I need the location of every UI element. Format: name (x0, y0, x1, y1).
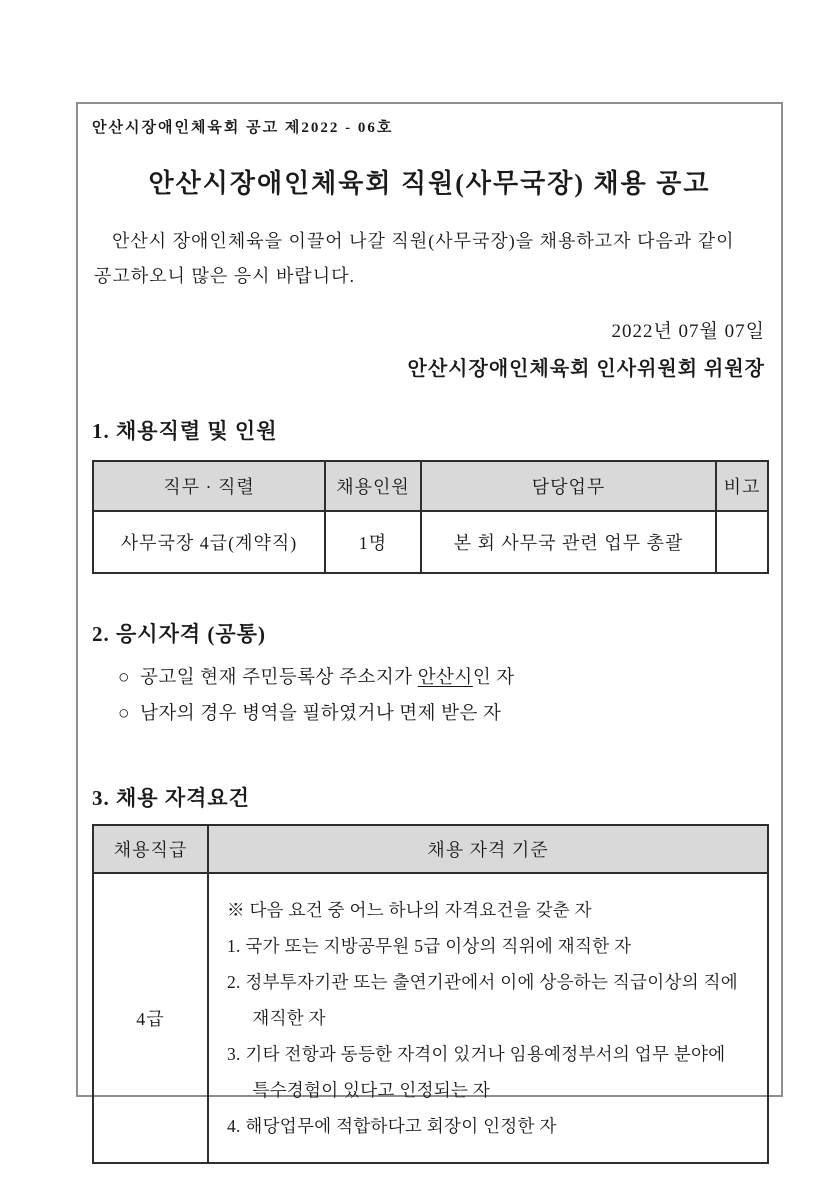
cell-duties: 본 회 사무국 관련 업무 총괄 (421, 511, 716, 573)
cell-job-series: 사무국장 4급(계약직) (93, 511, 325, 573)
eligibility-item-military (92, 696, 767, 732)
qualification-table-header-row (93, 825, 768, 873)
col-header-duties: 담당업무 (421, 461, 716, 511)
recruitment-table-row (93, 511, 768, 573)
col-header-job-series: 직무 · 직렬 (93, 461, 325, 511)
cell-headcount: 1명 (325, 511, 421, 573)
circle-bullet-icon: ○ (118, 703, 130, 724)
doc-number: 안산시장애인체육회 공고 제2022 - 06호 (92, 120, 394, 136)
col-header-grade: 채용직급 (93, 825, 208, 873)
announcement-date: 2022년 07월 07일 (611, 321, 765, 342)
section-1-heading: 1. 채용직렬 및 인원 (92, 419, 278, 443)
page-title: 안산시장애인체육회 직원(사무국장) 채용 공고 (148, 169, 711, 198)
eligibility-text-pre: 공고일 현재 주민등록상 주소지가 (139, 668, 418, 688)
criteria-item-2: 2. 정부투자기관 또는 출연기관에서 이에 상응하는 직급이상의 직에 재직한 자 (227, 972, 738, 1028)
criteria-note: ※ 다음 요건 중 어느 하나의 자격요건을 갖춘 자 (227, 900, 592, 920)
eligibility-text-underlined: 안산시 (417, 668, 473, 688)
criteria-item-4: 4. 해당업무에 적합하다고 회장이 인정한 자 (227, 1116, 557, 1136)
cell-grade: 4급 (93, 873, 208, 1163)
col-header-headcount: 채용인원 (325, 461, 421, 511)
recruitment-table-header-row (93, 461, 768, 511)
section-3-heading: 3. 채용 자격요건 (92, 786, 250, 810)
col-header-note: 비고 (716, 461, 768, 511)
qualification-table (92, 824, 769, 1164)
signature-issuer: 안산시장애인체육회 인사위원회 위원장 (407, 358, 765, 380)
intro-paragraph: 안산시 장애인체육을 이끌어 나갈 직원(사무국장)을 채용하고자 다음과 같이 공고하오니 많은 응시 바랍니다. (94, 231, 735, 286)
section-2-heading: 2. 응시자격 (공통) (92, 622, 266, 646)
col-header-criteria: 채용 자격 기준 (208, 825, 768, 873)
cell-criteria (208, 873, 768, 1163)
eligibility-item-residence (92, 660, 767, 696)
circle-bullet-icon: ○ (118, 667, 130, 688)
eligibility-text-post: 인 자 (472, 668, 515, 688)
eligibility-list (92, 660, 767, 732)
cell-note (716, 511, 768, 573)
criteria-item-3: 3. 기타 전항과 동등한 자격이 있거나 임용예정부서의 업무 분야에 특수경험이 있다고 인정되는 자 (227, 1044, 726, 1100)
criteria-item-1: 1. 국가 또는 지방공무원 5급 이상의 직위에 재직한 자 (227, 936, 632, 956)
document-page (76, 102, 783, 1136)
qualification-table-row (93, 873, 768, 1163)
eligibility-text: 남자의 경우 병역을 필하였거나 면제 받은 자 (139, 704, 502, 724)
recruitment-table (92, 460, 769, 574)
